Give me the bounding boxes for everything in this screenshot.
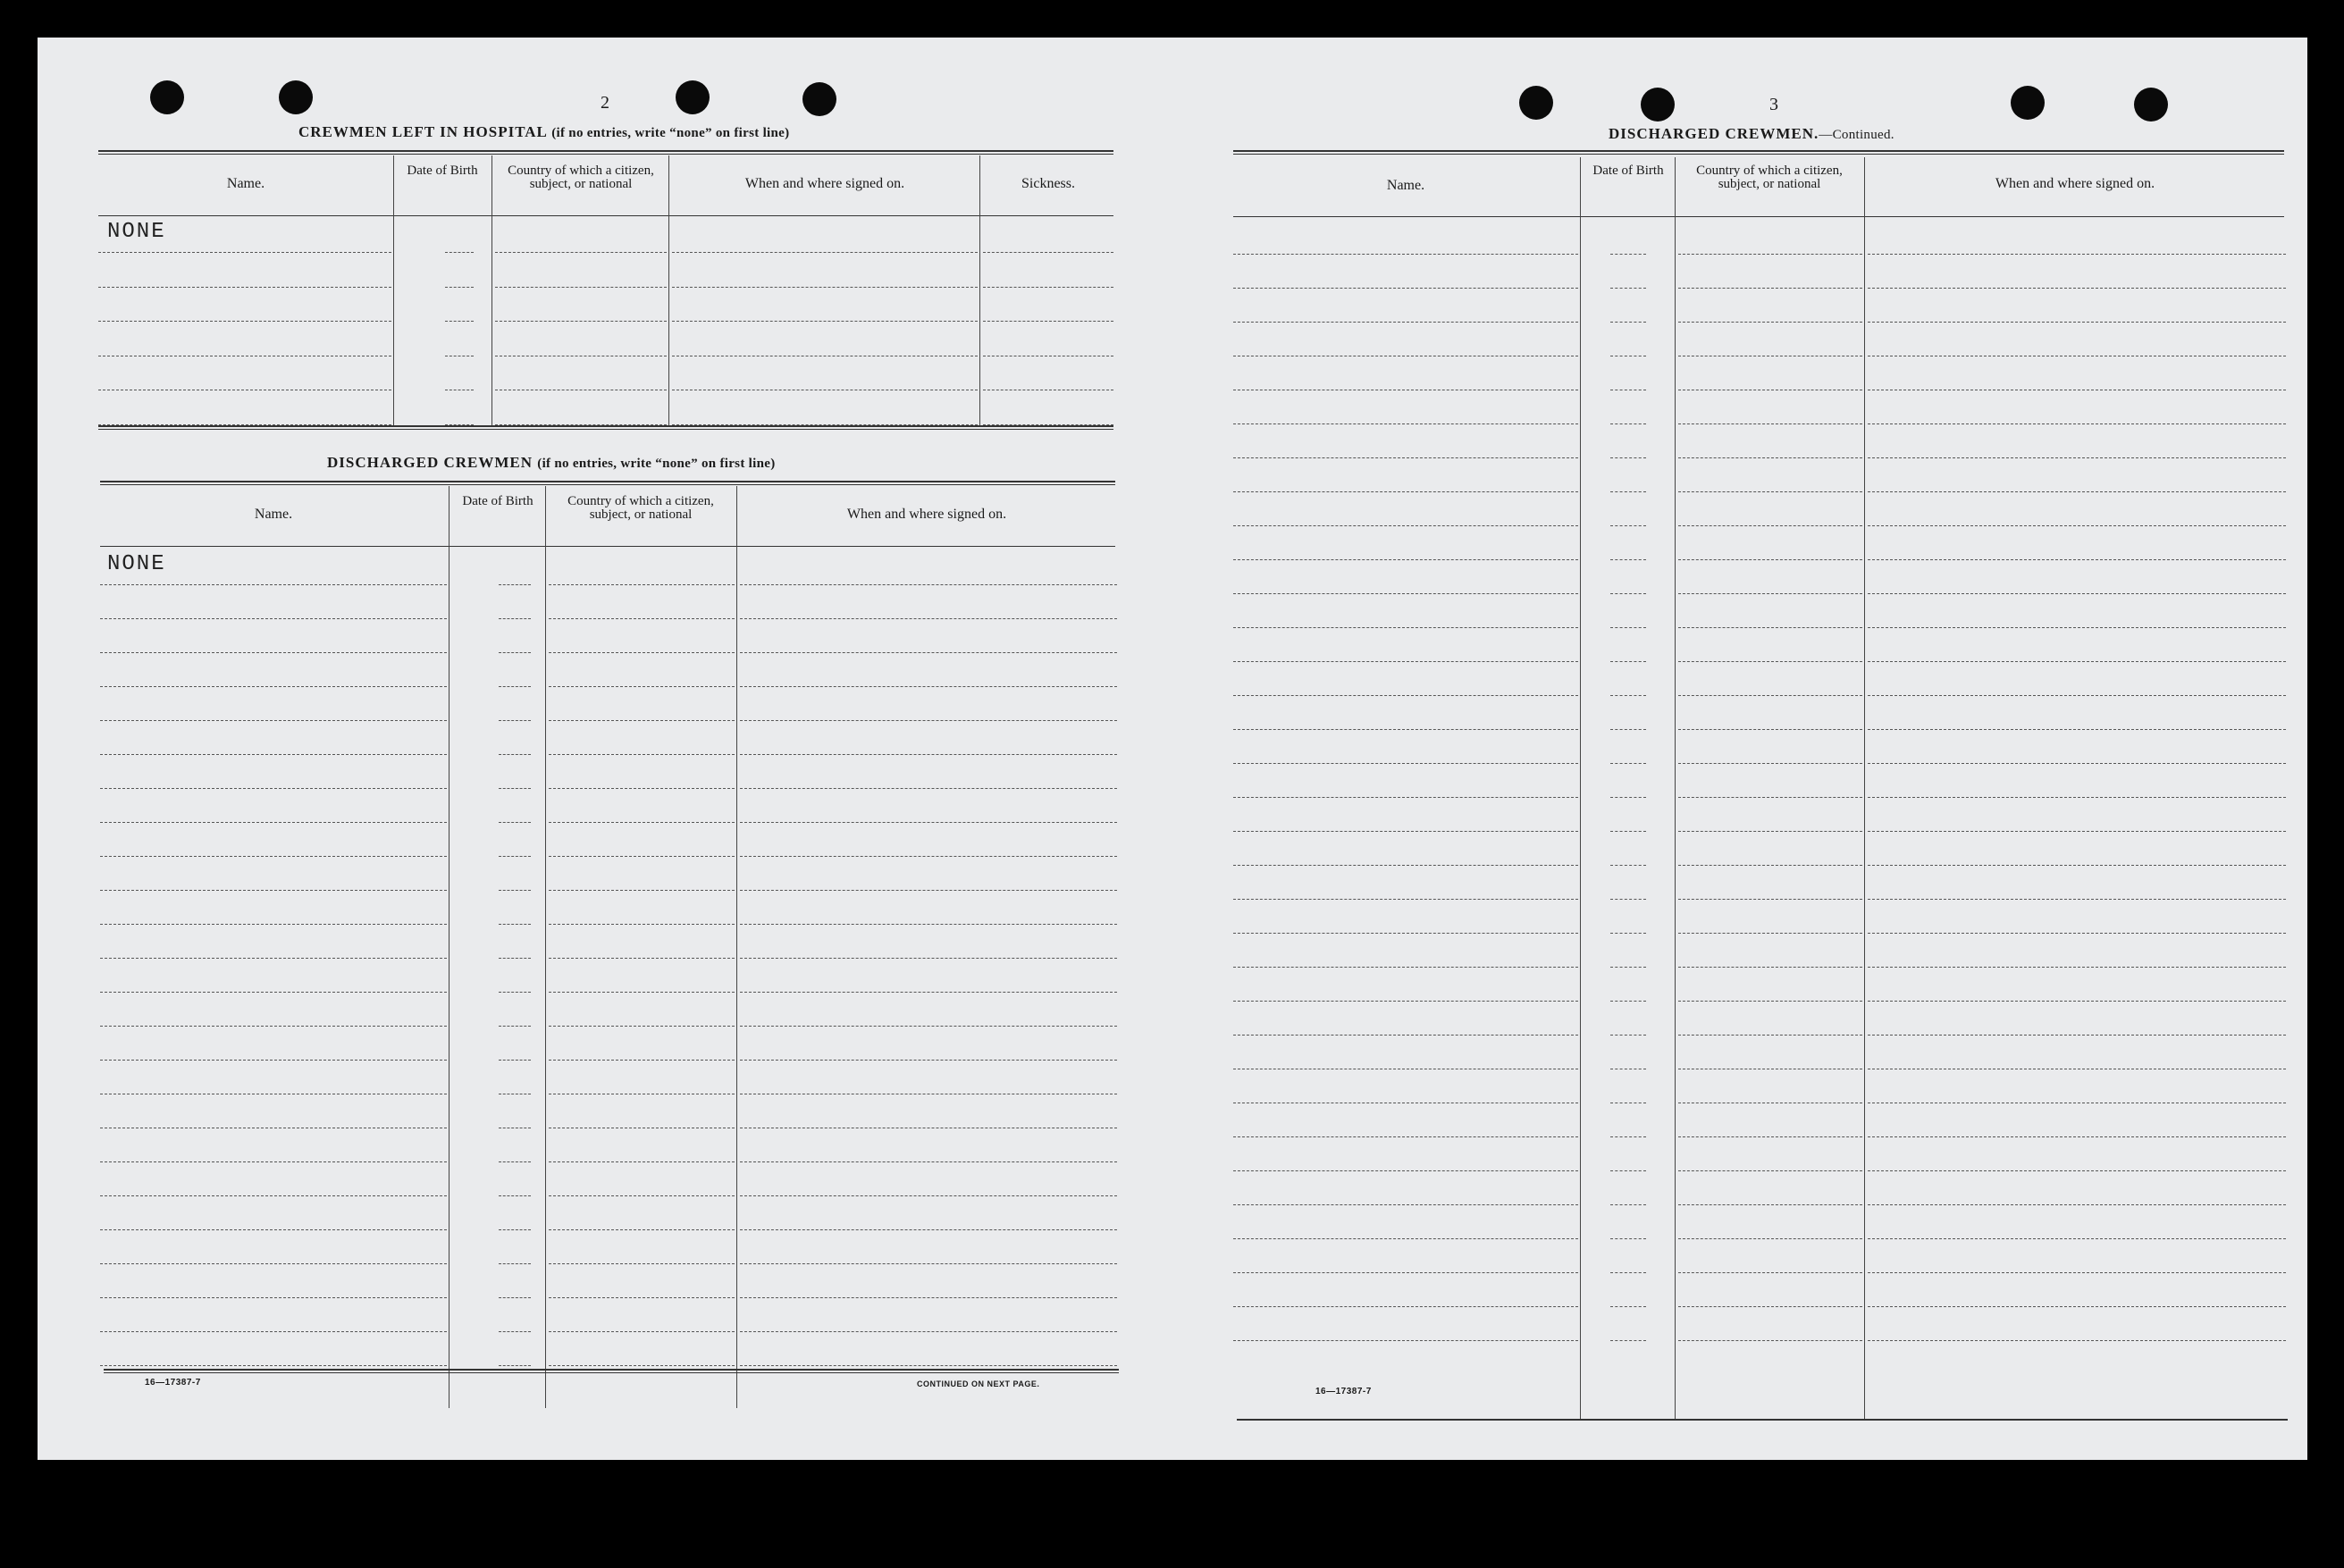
discharged-instruction-text: (if no entries, write “none” on first line) xyxy=(537,457,776,471)
ruled-entry-line xyxy=(1868,322,2286,323)
ruled-entry-line xyxy=(1233,1238,1578,1239)
ruled-entry-line xyxy=(549,1331,735,1332)
discharged-header-dob: Date of Birth xyxy=(462,494,533,508)
ruled-entry-line xyxy=(672,321,978,322)
ruled-entry-line xyxy=(499,1331,531,1332)
ruled-entry-line xyxy=(1678,525,1862,526)
ruled-entry-line xyxy=(1610,1340,1646,1341)
column-divider xyxy=(393,155,394,425)
ruled-entry-line xyxy=(1868,457,2286,458)
ruled-entry-line xyxy=(1678,1306,1862,1307)
discharged-header-rule xyxy=(100,546,1115,547)
ruled-entry-line xyxy=(499,822,531,823)
ruled-entry-line xyxy=(1678,661,1862,662)
ruled-entry-line xyxy=(1233,729,1578,730)
ruled-entry-line xyxy=(1678,797,1862,798)
ruled-entry-line xyxy=(495,252,667,253)
discharged-title-text: DISCHARGED CREWMEN xyxy=(327,454,533,471)
column-divider xyxy=(1580,157,1581,1419)
discharged-section-title xyxy=(327,454,776,472)
column-divider xyxy=(736,486,737,1408)
hospital-instruction-text: (if no entries, write “none” on first line) xyxy=(551,126,790,140)
punch-hole-icon xyxy=(1641,88,1675,122)
ruled-entry-line xyxy=(1610,1136,1646,1137)
ruled-entry-line xyxy=(1678,423,1862,424)
ruled-entry-line xyxy=(100,992,447,993)
ruled-entry-line xyxy=(499,1161,531,1162)
ruled-entry-line xyxy=(1678,1035,1862,1036)
ruled-entry-line xyxy=(499,1229,531,1230)
right-header-signed-on: When and where signed on. xyxy=(1995,176,2155,191)
ruled-entry-line xyxy=(100,1195,447,1196)
punch-hole-icon xyxy=(802,82,836,116)
ruled-entry-line xyxy=(1233,661,1578,662)
ruled-entry-line xyxy=(499,1263,531,1264)
ruled-entry-line xyxy=(1610,457,1646,458)
column-divider xyxy=(491,155,492,425)
ruled-entry-line xyxy=(1233,797,1578,798)
ruled-entry-line xyxy=(740,1161,1117,1162)
page-number: 2 xyxy=(601,93,609,113)
ruled-entry-line xyxy=(1233,865,1578,866)
ruled-entry-line xyxy=(499,584,531,585)
ruled-entry-line xyxy=(1678,627,1862,628)
ruled-entry-line xyxy=(1233,322,1578,323)
ruled-entry-line xyxy=(740,924,1117,925)
ruled-entry-line xyxy=(1233,1272,1578,1273)
right-header-dob: Date of Birth xyxy=(1592,164,1664,178)
ruled-entry-line xyxy=(1610,559,1646,560)
ruled-entry-line xyxy=(1868,797,2286,798)
ruled-entry-line xyxy=(1610,763,1646,764)
ruled-entry-line xyxy=(1610,831,1646,832)
ruled-entry-line xyxy=(1678,933,1862,934)
ruled-entry-line xyxy=(1678,457,1862,458)
ruled-entry-line xyxy=(1610,899,1646,900)
hospital-header-sickness: Sickness. xyxy=(1021,176,1075,191)
column-divider xyxy=(1675,157,1676,1419)
ruled-entry-line xyxy=(549,890,735,891)
ruled-entry-line xyxy=(740,1229,1117,1230)
ruled-entry-line xyxy=(1610,695,1646,696)
ruled-entry-line xyxy=(549,1060,735,1061)
ruled-entry-line xyxy=(1678,322,1862,323)
ruled-entry-line xyxy=(1868,831,2286,832)
ruled-entry-line xyxy=(740,1026,1117,1027)
ruled-entry-line xyxy=(1233,967,1578,968)
right-header-name: Name. xyxy=(1386,178,1425,193)
ruled-entry-line xyxy=(740,788,1117,789)
ruled-entry-line xyxy=(100,1026,447,1027)
ruled-entry-line xyxy=(672,287,978,288)
ruled-entry-line xyxy=(1868,1035,2286,1036)
ruled-entry-line xyxy=(100,1331,447,1332)
ruled-entry-line xyxy=(1610,1272,1646,1273)
ruled-entry-line xyxy=(740,1297,1117,1298)
page-number: 3 xyxy=(1769,95,1778,114)
ruled-entry-line xyxy=(499,1195,531,1196)
ruled-entry-line xyxy=(499,1026,531,1027)
ruled-entry-line xyxy=(499,686,531,687)
ruled-entry-line xyxy=(1678,1136,1862,1137)
column-divider xyxy=(1864,157,1865,1419)
ruled-entry-line xyxy=(1233,899,1578,900)
ruled-entry-line xyxy=(100,618,447,619)
ruled-entry-line xyxy=(499,720,531,721)
ruled-entry-line xyxy=(1233,593,1578,594)
ruled-entry-line xyxy=(672,252,978,253)
ruled-entry-line xyxy=(445,321,474,322)
ruled-entry-line xyxy=(549,584,735,585)
ruled-entry-line xyxy=(549,822,735,823)
ruled-entry-line xyxy=(740,754,1117,755)
ruled-entry-line xyxy=(1678,1001,1862,1002)
ruled-entry-line xyxy=(740,992,1117,993)
ruled-entry-line xyxy=(100,890,447,891)
hospital-first-entry: NONE xyxy=(107,220,166,244)
ruled-entry-line xyxy=(549,1365,735,1366)
ruled-entry-line xyxy=(499,1060,531,1061)
ruled-entry-line xyxy=(549,686,735,687)
ruled-entry-line xyxy=(549,1026,735,1027)
ruled-entry-line xyxy=(549,618,735,619)
ruled-entry-line xyxy=(499,754,531,755)
ruled-entry-line xyxy=(100,1060,447,1061)
hospital-header-rule xyxy=(98,215,1113,216)
ruled-entry-line xyxy=(1233,1170,1578,1171)
discharged-header-name: Name. xyxy=(254,507,293,522)
ruled-entry-line xyxy=(1610,967,1646,968)
ruled-entry-line xyxy=(740,618,1117,619)
hospital-bottom-rule xyxy=(98,425,1113,430)
ruled-entry-line xyxy=(1233,831,1578,832)
ruled-entry-line xyxy=(1868,729,2286,730)
ruled-entry-line xyxy=(549,1263,735,1264)
right-page xyxy=(1190,38,2307,1460)
ruled-entry-line xyxy=(1868,1136,2286,1137)
hospital-top-rule xyxy=(98,150,1113,155)
ruled-entry-line xyxy=(1868,1272,2286,1273)
right-title-text: DISCHARGED CREWMEN. xyxy=(1609,125,1819,142)
ruled-entry-line xyxy=(98,287,391,288)
ruled-entry-line xyxy=(1233,559,1578,560)
ruled-entry-line xyxy=(1610,865,1646,866)
ruled-entry-line xyxy=(1678,729,1862,730)
ruled-entry-line xyxy=(1678,288,1862,289)
ruled-entry-line xyxy=(1868,423,2286,424)
ruled-entry-line xyxy=(1868,1306,2286,1307)
ruled-entry-line xyxy=(1233,423,1578,424)
ruled-entry-line xyxy=(445,287,474,288)
ruled-entry-line xyxy=(1610,593,1646,594)
column-divider xyxy=(668,155,669,425)
ruled-entry-line xyxy=(1610,288,1646,289)
ruled-entry-line xyxy=(100,788,447,789)
hospital-title-text: CREWMEN LEFT IN HOSPITAL xyxy=(298,123,547,140)
ruled-entry-line xyxy=(1233,1340,1578,1341)
ruled-entry-line xyxy=(1233,1136,1578,1137)
ruled-entry-line xyxy=(1233,763,1578,764)
right-section-title xyxy=(1609,125,1895,143)
punch-hole-icon xyxy=(1519,86,1553,120)
ruled-entry-line xyxy=(1678,491,1862,492)
ruled-entry-line xyxy=(983,252,1113,253)
ruled-entry-line xyxy=(1610,1170,1646,1171)
ruled-entry-line xyxy=(740,958,1117,959)
continued-note: CONTINUED ON NEXT PAGE. xyxy=(917,1379,1040,1388)
ruled-entry-line xyxy=(549,992,735,993)
ruled-entry-line xyxy=(1610,254,1646,255)
ruled-entry-line xyxy=(1678,763,1862,764)
punch-hole-icon xyxy=(279,80,313,114)
ruled-entry-line xyxy=(1233,288,1578,289)
ruled-entry-line xyxy=(1610,525,1646,526)
ruled-entry-line xyxy=(549,1195,735,1196)
hospital-header-dob: Date of Birth xyxy=(407,164,478,178)
ruled-entry-line xyxy=(100,754,447,755)
ruled-entry-line xyxy=(1868,1204,2286,1205)
ruled-entry-line xyxy=(1610,1035,1646,1036)
ruled-entry-line xyxy=(100,924,447,925)
ruled-entry-line xyxy=(1678,1204,1862,1205)
ruled-entry-line xyxy=(1233,525,1578,526)
ruled-entry-line xyxy=(740,856,1117,857)
ruled-entry-line xyxy=(1868,967,2286,968)
ruled-entry-line xyxy=(495,321,667,322)
ruled-entry-line xyxy=(1868,525,2286,526)
ruled-entry-line xyxy=(495,287,667,288)
ruled-entry-line xyxy=(1678,967,1862,968)
ruled-entry-line xyxy=(1868,288,2286,289)
ruled-entry-line xyxy=(445,252,474,253)
ruled-entry-line xyxy=(100,1161,447,1162)
right-title-suffix: —Continued. xyxy=(1819,128,1895,142)
ruled-entry-line xyxy=(549,1161,735,1162)
hospital-section-title xyxy=(298,123,789,141)
ruled-entry-line xyxy=(740,1331,1117,1332)
ruled-entry-line xyxy=(1868,627,2286,628)
ruled-entry-line xyxy=(1610,729,1646,730)
ruled-entry-line xyxy=(100,584,447,585)
ruled-entry-line xyxy=(549,788,735,789)
right-header-rule xyxy=(1233,216,2284,217)
ruled-entry-line xyxy=(983,321,1113,322)
punch-hole-icon xyxy=(150,80,184,114)
ruled-entry-line xyxy=(1868,254,2286,255)
ruled-entry-line xyxy=(549,1297,735,1298)
discharged-first-entry: NONE xyxy=(107,552,166,576)
ruled-entry-line xyxy=(1678,254,1862,255)
punch-hole-icon xyxy=(2134,88,2168,122)
ruled-entry-line xyxy=(100,652,447,653)
ruled-entry-line xyxy=(98,321,391,322)
ruled-entry-line xyxy=(1678,1272,1862,1273)
ruled-entry-line xyxy=(1610,1001,1646,1002)
ruled-entry-line xyxy=(1610,797,1646,798)
ruled-entry-line xyxy=(1868,1001,2286,1002)
ruled-entry-line xyxy=(740,686,1117,687)
ruled-entry-line xyxy=(549,652,735,653)
ruled-entry-line xyxy=(1868,661,2286,662)
ruled-entry-line xyxy=(1610,491,1646,492)
ruled-entry-line xyxy=(1610,1306,1646,1307)
ruled-entry-line xyxy=(1868,899,2286,900)
column-divider xyxy=(979,155,980,425)
ruled-entry-line xyxy=(100,686,447,687)
ruled-entry-line xyxy=(1610,423,1646,424)
ruled-entry-line xyxy=(740,652,1117,653)
ruled-entry-line xyxy=(1233,1035,1578,1036)
ruled-entry-line xyxy=(1868,1170,2286,1171)
hospital-header-name: Name. xyxy=(226,176,265,191)
ruled-entry-line xyxy=(1678,831,1862,832)
ruled-entry-line xyxy=(499,788,531,789)
ruled-entry-line xyxy=(740,1263,1117,1264)
hospital-header-country: Country of which a citizen, subject, or national xyxy=(508,164,654,191)
ruled-entry-line xyxy=(100,958,447,959)
ruled-entry-line xyxy=(1868,763,2286,764)
left-page xyxy=(38,38,1190,1460)
discharged-top-rule xyxy=(100,481,1115,485)
ruled-entry-line xyxy=(499,958,531,959)
ruled-entry-line xyxy=(499,618,531,619)
ruled-entry-line xyxy=(740,1365,1117,1366)
ruled-entry-line xyxy=(1233,1306,1578,1307)
ruled-entry-line xyxy=(1868,1340,2286,1341)
ruled-entry-line xyxy=(983,287,1113,288)
ruled-entry-line xyxy=(1233,933,1578,934)
form-number: 16—17387-7 xyxy=(145,1378,201,1388)
ruled-entry-line xyxy=(1610,627,1646,628)
discharged-bottom-rule xyxy=(104,1369,1119,1373)
ruled-entry-line xyxy=(1678,1170,1862,1171)
ruled-entry-line xyxy=(1610,933,1646,934)
ruled-entry-line xyxy=(1868,695,2286,696)
ruled-entry-line xyxy=(740,720,1117,721)
ruled-entry-line xyxy=(1233,695,1578,696)
ruled-entry-line xyxy=(1678,1340,1862,1341)
ruled-entry-line xyxy=(100,1297,447,1298)
ruled-entry-line xyxy=(499,856,531,857)
ruled-entry-line xyxy=(740,584,1117,585)
ruled-entry-line xyxy=(549,856,735,857)
ruled-entry-line xyxy=(1610,661,1646,662)
ruled-entry-line xyxy=(1868,593,2286,594)
ruled-entry-line xyxy=(1610,1238,1646,1239)
ruled-entry-line xyxy=(549,924,735,925)
ruled-entry-line xyxy=(1233,254,1578,255)
ruled-entry-line xyxy=(1678,695,1862,696)
ruled-entry-line xyxy=(499,890,531,891)
ruled-entry-line xyxy=(1233,457,1578,458)
right-header-country: Country of which a citizen, subject, or national xyxy=(1696,164,1843,191)
discharged-header-signed-on: When and where signed on. xyxy=(846,507,1007,522)
ruled-entry-line xyxy=(100,822,447,823)
ruled-entry-line xyxy=(740,1195,1117,1196)
ruled-entry-line xyxy=(499,992,531,993)
ruled-entry-line xyxy=(1868,559,2286,560)
ruled-entry-line xyxy=(100,1263,447,1264)
ruled-entry-line xyxy=(499,652,531,653)
ruled-entry-line xyxy=(499,1365,531,1366)
ruled-entry-line xyxy=(100,1365,447,1366)
ruled-entry-line xyxy=(1868,1238,2286,1239)
ruled-entry-line xyxy=(1678,559,1862,560)
ruled-entry-line xyxy=(98,252,391,253)
ruled-entry-line xyxy=(549,958,735,959)
ruled-entry-line xyxy=(100,1229,447,1230)
ruled-entry-line xyxy=(1610,322,1646,323)
ruled-entry-line xyxy=(1678,1238,1862,1239)
ruled-entry-line xyxy=(100,856,447,857)
ruled-entry-line xyxy=(1678,865,1862,866)
ruled-entry-line xyxy=(740,1060,1117,1061)
ruled-entry-line xyxy=(1233,1001,1578,1002)
column-divider xyxy=(545,486,546,1408)
punch-hole-icon xyxy=(2011,86,2045,120)
right-top-rule xyxy=(1233,150,2284,155)
ruled-entry-line xyxy=(1233,1204,1578,1205)
hospital-header-signed-on: When and where signed on. xyxy=(744,176,905,191)
ruled-entry-line xyxy=(1678,899,1862,900)
discharged-header-country: Country of which a citizen, subject, or national xyxy=(567,494,714,522)
ruled-entry-line xyxy=(1868,491,2286,492)
ruled-entry-line xyxy=(1233,627,1578,628)
ruled-entry-line xyxy=(740,822,1117,823)
right-bottom-rule xyxy=(1237,1419,2288,1421)
ruled-entry-line xyxy=(1868,933,2286,934)
document-sheet xyxy=(38,38,2307,1460)
ruled-entry-line xyxy=(549,720,735,721)
ruled-entry-line xyxy=(1678,593,1862,594)
ruled-entry-line xyxy=(740,890,1117,891)
punch-hole-icon xyxy=(676,80,710,114)
ruled-entry-line xyxy=(499,1297,531,1298)
ruled-entry-line xyxy=(100,720,447,721)
ruled-entry-line xyxy=(549,1229,735,1230)
ruled-entry-line xyxy=(499,924,531,925)
ruled-entry-line xyxy=(1868,865,2286,866)
ruled-entry-line xyxy=(1610,1204,1646,1205)
ruled-entry-line xyxy=(1233,491,1578,492)
ruled-entry-line xyxy=(549,754,735,755)
form-number: 16—17387-7 xyxy=(1315,1387,1372,1396)
